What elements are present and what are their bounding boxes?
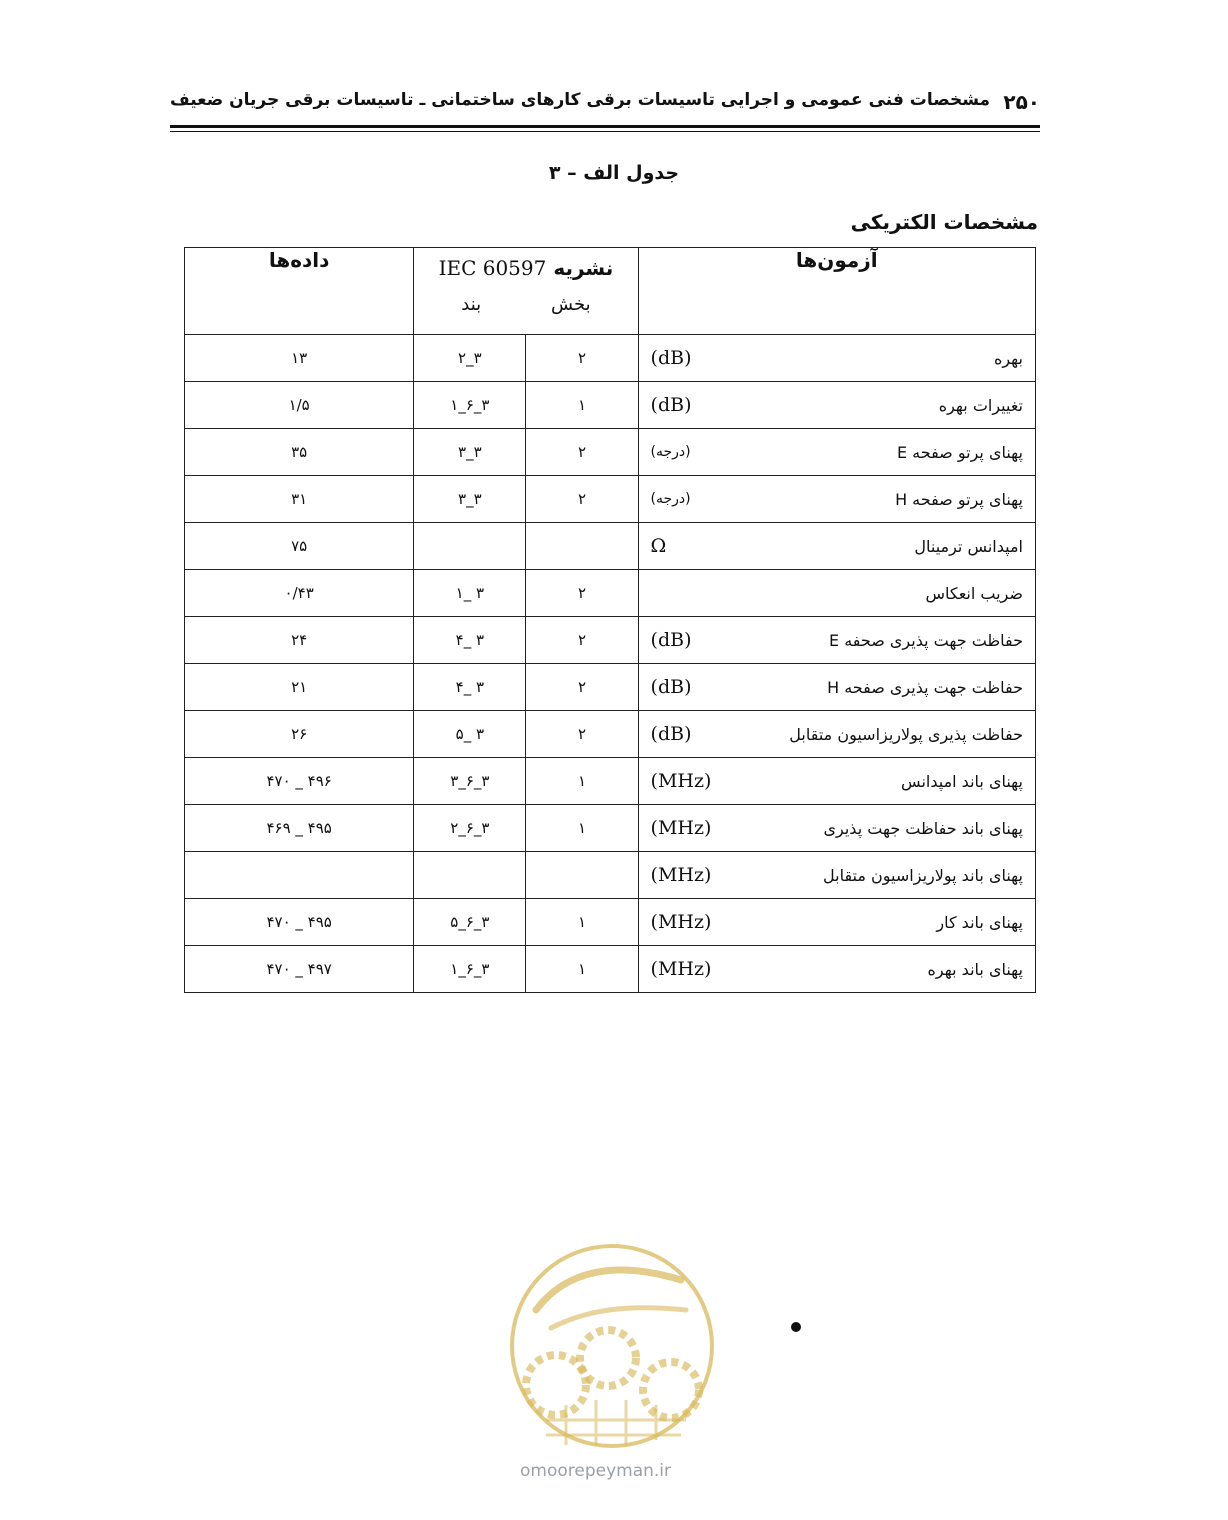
test-name: پهنای باند امپدانس [901, 771, 1023, 791]
clause-cell: ۳ _۵ [414, 711, 526, 758]
test-cell [638, 617, 1035, 664]
data-cell: ۰/۴۳ [185, 570, 414, 617]
data-cell: ۱/۵ [185, 382, 414, 429]
data-cell: ۴۹۷ _ ۴۷۰ [185, 946, 414, 993]
clause-cell [414, 852, 526, 899]
table-row [185, 852, 1036, 899]
test-unit: Ω [650, 535, 667, 557]
test-name: ضریب انعکاس [925, 583, 1023, 603]
table-row [185, 664, 1036, 711]
test-unit: (dB) [650, 676, 692, 698]
clause-cell: ۳_۶_۵ [414, 899, 526, 946]
data-cell: ۷۵ [185, 523, 414, 570]
test-unit: (MHz) [650, 770, 712, 792]
table-row [185, 429, 1036, 476]
data-cell: ۴۹۵ _ ۴۶۹ [185, 805, 414, 852]
test-name: حفاظت جهت پذیری صفحه H [827, 677, 1023, 697]
part-cell [526, 852, 638, 899]
data-cell: ۳۱ [185, 476, 414, 523]
clause-cell: ۳_۶_۱ [414, 382, 526, 429]
data-cell [185, 852, 414, 899]
test-cell [638, 758, 1035, 805]
test-cell [638, 429, 1035, 476]
clause-cell: ۳_۶_۲ [414, 805, 526, 852]
publication-title [426, 256, 625, 280]
table-caption: جدول الف – ۳ [548, 162, 680, 184]
clause-cell: ۳_۶_۳ [414, 758, 526, 805]
header-data: داده‌ها [185, 248, 414, 335]
part-cell: ۲ [526, 335, 638, 382]
publication-label: نشریه [553, 256, 614, 280]
part-cell: ۱ [526, 382, 638, 429]
table-row [185, 382, 1036, 429]
header-rule-thin [170, 131, 1040, 132]
test-unit: (درجه) [650, 444, 691, 460]
page-header [170, 88, 1040, 118]
clause-cell [414, 523, 526, 570]
test-name: حفاظت جهت پذیری صحفه E [829, 630, 1023, 650]
test-name: پهنای پرتو صفحه E [896, 442, 1023, 462]
table-row [185, 946, 1036, 993]
test-name: امپدانس ترمینال [914, 536, 1023, 556]
data-cell: ۲۱ [185, 664, 414, 711]
clause-cell: ۳_۶_۱ [414, 946, 526, 993]
header-rule-thick [170, 125, 1040, 128]
clause-cell: ۳_۳ [414, 476, 526, 523]
part-cell: ۲ [526, 429, 638, 476]
part-cell: ۲ [526, 664, 638, 711]
header-tests: آزمون‌ها [638, 248, 1035, 335]
data-cell: ۴۹۶ _ ۴۷۰ [185, 758, 414, 805]
test-name: بهره [993, 348, 1023, 368]
table-row [185, 711, 1036, 758]
part-cell: ۲ [526, 617, 638, 664]
part-cell: ۱ [526, 805, 638, 852]
test-name: پهنای باند پولاریزاسیون متقابل [823, 865, 1023, 885]
publication-subheaders [426, 294, 625, 315]
table-row [185, 899, 1036, 946]
table-row [185, 570, 1036, 617]
data-cell: ۳۵ [185, 429, 414, 476]
section-title: مشخصات الکتریکی [850, 210, 1038, 234]
header-clause: بند [461, 294, 482, 315]
test-unit: (MHz) [650, 911, 712, 933]
table-row [185, 617, 1036, 664]
part-cell: ۱ [526, 758, 638, 805]
test-name: پهنای پرتو صفحه H [895, 489, 1023, 509]
test-name: پهنای باند کار [936, 912, 1023, 932]
data-cell: ۴۹۵ _ ۴۷۰ [185, 899, 414, 946]
omoorepeyman-logo [506, 1240, 718, 1452]
test-unit: (dB) [650, 347, 692, 369]
test-cell [638, 946, 1035, 993]
test-unit: (MHz) [650, 864, 712, 886]
clause-cell: ۳ _۴ [414, 617, 526, 664]
stray-dot [791, 1322, 801, 1332]
test-cell [638, 570, 1035, 617]
test-name: پهنای باند بهره [927, 959, 1023, 979]
test-unit: (dB) [650, 629, 692, 651]
table-row [185, 758, 1036, 805]
page-number: ۲۵۰ [1003, 90, 1040, 114]
table-row [185, 805, 1036, 852]
part-cell: ۲ [526, 711, 638, 758]
test-cell [638, 664, 1035, 711]
table-row [185, 523, 1036, 570]
test-unit: (درجه) [650, 491, 691, 507]
header-part: بخش [551, 294, 591, 315]
header-publication [414, 248, 638, 335]
watermark-url: omoorepeyman.ir [520, 1461, 672, 1481]
clause-cell: ۳ _۱ [414, 570, 526, 617]
test-cell [638, 711, 1035, 758]
part-cell: ۲ [526, 570, 638, 617]
part-cell: ۱ [526, 946, 638, 993]
test-name: تغییرات بهره [938, 395, 1023, 415]
clause-cell: ۳ _۴ [414, 664, 526, 711]
part-cell: ۲ [526, 476, 638, 523]
part-cell [526, 523, 638, 570]
test-cell [638, 805, 1035, 852]
test-cell [638, 476, 1035, 523]
table-row [185, 476, 1036, 523]
test-unit: (dB) [650, 723, 692, 745]
clause-cell: ۳_۳ [414, 429, 526, 476]
test-unit: (MHz) [650, 817, 712, 839]
test-cell [638, 335, 1035, 382]
test-cell [638, 899, 1035, 946]
test-unit: (MHz) [650, 958, 712, 980]
test-cell [638, 382, 1035, 429]
running-title: مشخصات فنی عمومی و اجرایی تاسیسات برقی کارهای ساختمانی ـ تاسیسات برقی جریان ضعیف [170, 90, 991, 110]
part-cell: ۱ [526, 899, 638, 946]
publication-standard: IEC 60597 [438, 256, 547, 280]
table-row [185, 335, 1036, 382]
test-cell [638, 852, 1035, 899]
electrical-spec-table [184, 247, 1036, 993]
data-cell: ۱۳ [185, 335, 414, 382]
data-cell: ۲۴ [185, 617, 414, 664]
data-cell: ۲۶ [185, 711, 414, 758]
test-cell [638, 523, 1035, 570]
test-name: حفاظت پذیری پولاریزاسیون متقابل [789, 724, 1023, 744]
table-header-row [185, 248, 1036, 335]
test-unit: (dB) [650, 394, 692, 416]
clause-cell: ۳_۲ [414, 335, 526, 382]
test-name: پهنای باند حفاظت جهت پذیری [823, 818, 1023, 838]
